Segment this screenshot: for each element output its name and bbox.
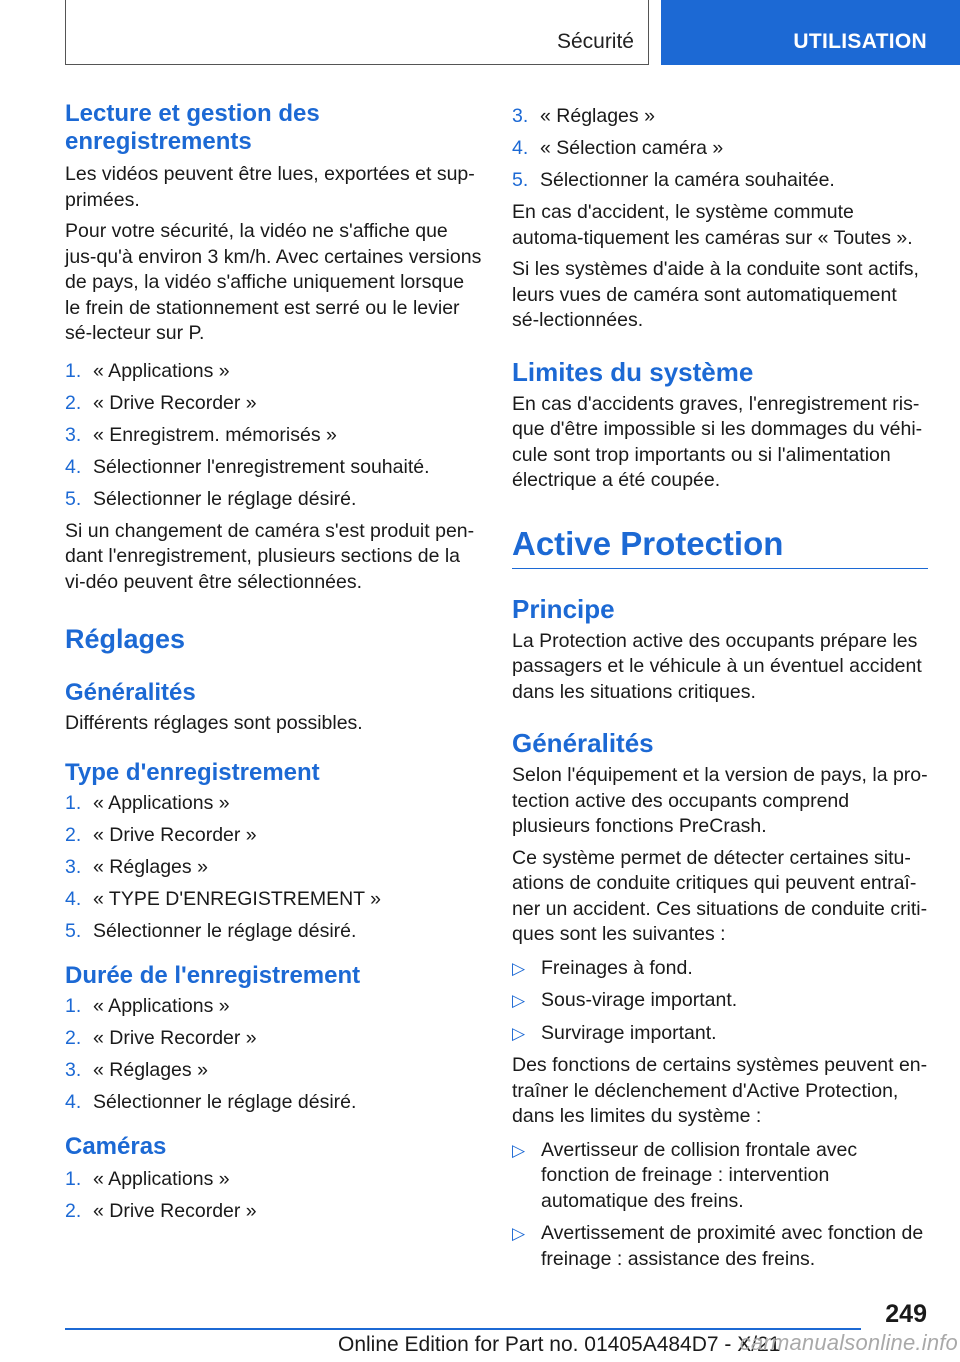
page-header — [0, 0, 960, 66]
list-item: 3. « Enregistrem. mémorisés » — [65, 423, 337, 446]
triangle-right-icon: ▷ — [512, 1140, 526, 1160]
header-chapter-tab — [661, 0, 960, 65]
triangle-right-icon: ▷ — [512, 958, 526, 978]
paragraph: Si un changement de caméra s'est produit pen-dant l'enregistrement, plusieurs sections de la vi-déo peuvent être sélectionnées. — [65, 519, 475, 593]
right-column — [512, 100, 928, 1279]
header-chapter-label: UTILISATION — [793, 30, 927, 53]
header-section-box — [65, 0, 649, 65]
paragraph: La Protection active des occupants prépare les passagers et le véhicule à un éventuel accident dans les situations critiques. — [512, 629, 922, 703]
paragraph: Ce système permet de détecter certaines situ-ations de conduite critiques qui peuvent entraî-ner un accident. Ces situations de conduite criti-ques sont les suivantes : — [512, 846, 928, 945]
list-item: ▷ Freinages à fond. — [512, 956, 928, 982]
list-item: 1. « Applications » — [65, 1167, 230, 1190]
heading-cameras: Caméras — [65, 1132, 167, 1160]
heading-duree: Durée de l'enregistrement — [65, 961, 361, 989]
triangle-right-icon: ▷ — [512, 1023, 526, 1043]
footer-edition: Online Edition for Part no. 01405A484D7 - X/21 — [338, 1333, 781, 1356]
chapter-heading-block — [512, 524, 928, 569]
bullet-list-functions — [512, 1138, 928, 1273]
list-item: 1. « Applications » — [65, 359, 230, 382]
list-item: 4. Sélectionner l'enregistrement souhaité. — [65, 455, 430, 478]
heading-type: Type d'enregistrement — [65, 758, 320, 786]
list-item: 3. « Réglages » — [65, 855, 208, 878]
list-item: 2. « Drive Recorder » — [65, 823, 257, 846]
list-item: ▷ Avertisseur de collision frontale avec fonction de freinage : intervention automatique des freins. — [512, 1138, 858, 1212]
steps-list-cameras — [65, 1167, 483, 1224]
paragraph: Pour votre sécurité, la vidéo ne s'affiche que jus-qu'à environ 3 km/h. Avec certaines versions de pays, la vidéo s'affiche uniquement lorsque le frein de stationnement est serré ou le levier sé-lecteur sur P. — [65, 220, 482, 344]
list-item: ▷ Sous-virage important. — [512, 988, 928, 1014]
heading-active-protection: Active Protection — [512, 524, 784, 562]
list-item: 5. Sélectionner le réglage désiré. — [65, 919, 357, 942]
list-item: 4. « Sélection caméra » — [512, 137, 724, 159]
header-section-title: Sécurité — [556, 30, 634, 53]
paragraph: Les vidéos peuvent être lues, exportées et sup-primées. — [65, 163, 475, 211]
list-item: 1. « Applications » — [65, 994, 230, 1017]
list-item: ▷ Avertissement de proximité avec fonction de freinage : assistance des freins. — [512, 1222, 924, 1270]
list-item: ▷ Survirage important. — [512, 1021, 928, 1047]
heading-generalites: Généralités — [65, 679, 196, 706]
list-item: 4. Sélectionner le réglage désiré. — [65, 1090, 357, 1113]
watermark: carmanualsonline.info — [739, 1330, 958, 1355]
heading-reglages: Réglages — [65, 624, 186, 654]
heading-lecture: Lecture et gestion des enregistrements — [65, 100, 320, 155]
heading-generalites-right: Généralités — [512, 728, 654, 758]
list-item: 3. « Réglages » — [512, 105, 655, 127]
list-item: 4. « TYPE D'ENREGISTREMENT » — [65, 887, 381, 910]
list-item: 2. « Drive Recorder » — [65, 391, 257, 414]
heading-limites: Limites du système — [512, 356, 754, 387]
heading-principe: Principe — [512, 593, 615, 624]
list-item: 2. « Drive Recorder » — [65, 1026, 257, 1049]
bullet-list-situations — [512, 956, 928, 1047]
list-item: 5. Sélectionner la caméra souhaitée. — [512, 169, 835, 191]
page-number: 249 — [885, 1300, 927, 1328]
left-column — [65, 100, 483, 1231]
list-item: 5. Sélectionner le réglage désiré. — [65, 487, 357, 510]
paragraph: En cas d'accidents graves, l'enregistrement ris-que d'être impossible si les dommages du véhi-cule sont trop importants ou si l'alimentation électrique a été coupée. — [512, 392, 923, 491]
paragraph: En cas d'accident, le système commute automa-tiquement les caméras sur « Toutes ». — [512, 201, 913, 249]
triangle-right-icon: ▷ — [512, 1224, 526, 1243]
steps-list-cameras-cont — [512, 104, 928, 193]
list-item: 1. « Applications » — [65, 791, 230, 814]
steps-list-duree — [65, 994, 483, 1115]
paragraph: Si les systèmes d'aide à la conduite sont actifs, leurs vues de caméra sont automatiquement sé-lectionnées. — [512, 258, 919, 331]
triangle-right-icon: ▷ — [512, 991, 526, 1010]
steps-list-type — [65, 791, 483, 944]
paragraph: Selon l'équipement et la version de pays, la pro-tection active des occupants comprend plusieurs fonctions PreCrash. — [512, 764, 928, 837]
list-item: 3. « Réglages » — [65, 1058, 208, 1081]
paragraph: Différents réglages sont possibles. — [65, 712, 363, 734]
paragraph: Des fonctions de certains systèmes peuvent en-traîner le déclenchement d'Active Protection, dans les limites du système : — [512, 1054, 928, 1127]
list-item: 2. « Drive Recorder » — [65, 1199, 257, 1222]
steps-list-lecture — [65, 359, 483, 512]
